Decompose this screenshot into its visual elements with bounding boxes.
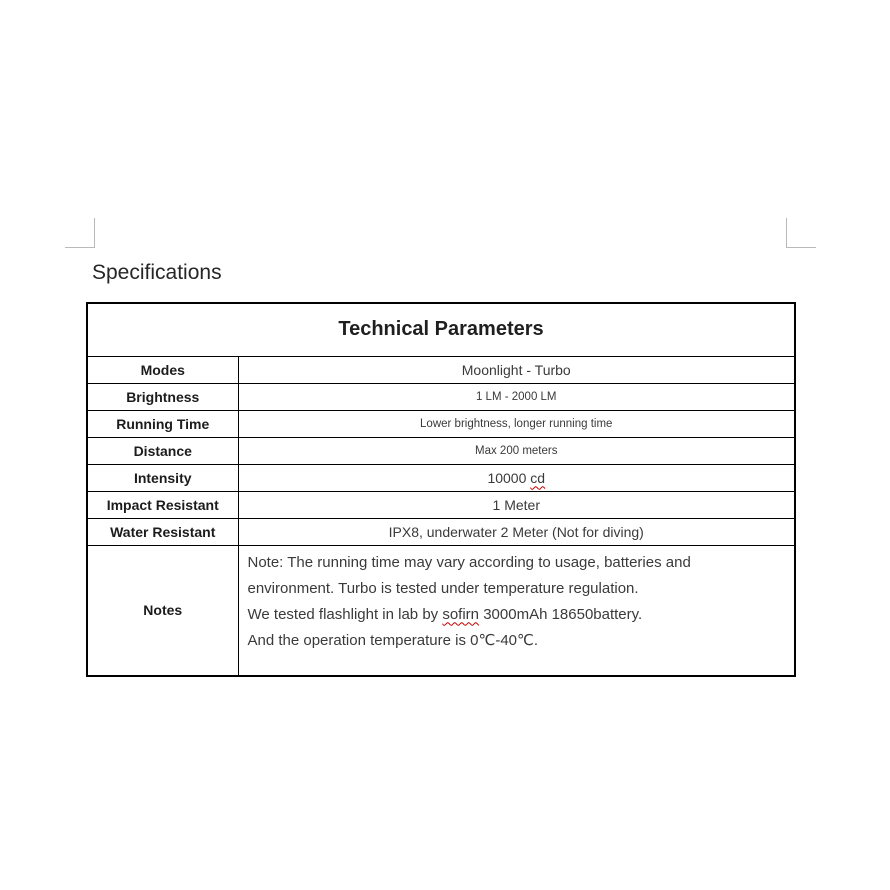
table-row <box>87 356 795 383</box>
row-value <box>238 410 795 437</box>
value-text: Moonlight - Turbo <box>461 361 571 378</box>
table-row <box>87 437 795 464</box>
value-text: Note: The running time may vary according to usage, batteries and <box>247 553 691 571</box>
row-label: Intensity <box>87 464 238 491</box>
row-label: Water Resistant <box>87 518 238 545</box>
value-text: And the operation temperature is 0℃-40℃. <box>247 631 539 649</box>
row-value <box>238 491 795 518</box>
table-title: Technical Parameters <box>87 303 795 356</box>
value-text: We tested flashlight in lab by <box>247 605 443 623</box>
notes-row <box>87 545 795 676</box>
notes-line <box>248 602 787 628</box>
row-label: Running Time <box>87 410 238 437</box>
value-text: Max 200 meters <box>475 444 558 457</box>
value-text: 1 LM - 2000 LM <box>475 390 557 403</box>
row-label: Impact Resistant <box>87 491 238 518</box>
notes-line <box>248 576 787 602</box>
row-label: Distance <box>87 437 238 464</box>
table-row <box>87 464 795 491</box>
table-row <box>87 491 795 518</box>
notes-line <box>248 550 787 576</box>
value-text: 10000 <box>487 469 531 486</box>
value-text: 3000mAh 18650battery. <box>479 605 643 623</box>
row-label: Modes <box>87 356 238 383</box>
value-text: 1 Meter <box>492 496 540 513</box>
table-header-row <box>87 303 795 356</box>
text-boundary-mark-top-left <box>65 218 95 248</box>
misspelled-word: cd <box>530 469 546 486</box>
notes-text <box>238 545 795 676</box>
row-value <box>238 518 795 545</box>
value-text: environment. Turbo is tested under temperature regulation. <box>247 579 639 597</box>
specifications-table <box>86 302 796 677</box>
row-value <box>238 356 795 383</box>
text-boundary-mark-top-right <box>786 218 816 248</box>
row-label: Brightness <box>87 383 238 410</box>
table-row <box>87 518 795 545</box>
page-title: Specifications <box>92 261 222 284</box>
row-label: Notes <box>87 545 238 676</box>
table-row <box>87 410 795 437</box>
row-value <box>238 464 795 491</box>
value-text: Lower brightness, longer running time <box>420 417 613 430</box>
notes-line <box>248 628 787 654</box>
misspelled-word: sofirn <box>442 605 480 623</box>
table-row <box>87 383 795 410</box>
row-value <box>238 383 795 410</box>
value-text: IPX8, underwater 2 Meter (Not for diving) <box>388 523 644 540</box>
row-value <box>238 437 795 464</box>
